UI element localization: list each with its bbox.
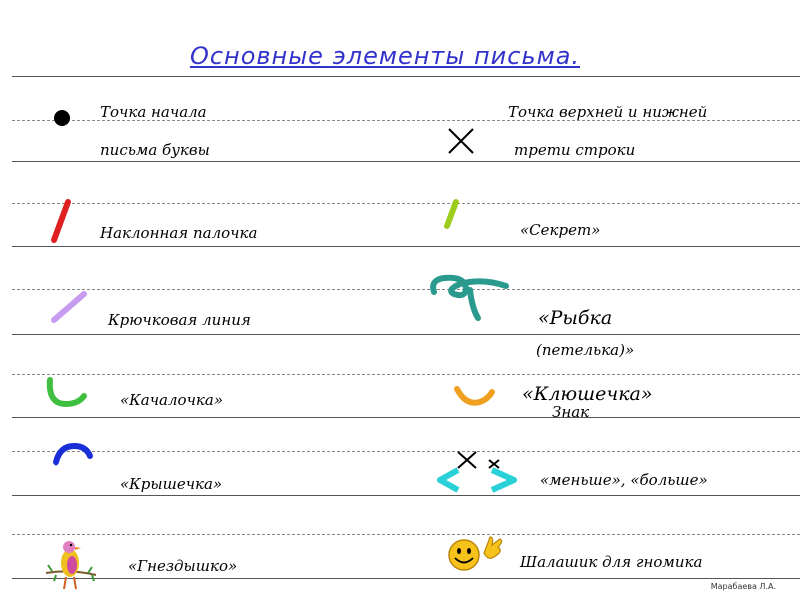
ruled-line — [12, 289, 800, 290]
black-dot-icon — [52, 108, 72, 128]
orange-cup-curve-icon — [452, 384, 496, 408]
green-short-stick-icon — [440, 198, 462, 232]
item-label: «Гнездышко» — [128, 557, 238, 575]
blue-roof-curve-icon — [50, 440, 96, 468]
item-label: трети строки — [514, 141, 636, 159]
bird-on-branch-icon — [44, 533, 98, 593]
item-label: Точка начала — [100, 103, 207, 121]
item-label: «меньше», «больше» — [540, 471, 708, 489]
teal-loop-icon — [426, 274, 512, 324]
ruled-line — [12, 203, 800, 204]
ruled-line — [12, 578, 800, 579]
ruled-line — [12, 246, 800, 247]
item-label: Знак — [552, 403, 590, 421]
item-label: «Крышечка» — [120, 475, 223, 493]
ruled-line — [12, 417, 800, 418]
item-label: «Секрет» — [520, 221, 601, 239]
item-label: «Качалочка» — [120, 391, 223, 409]
ruled-line — [12, 534, 800, 535]
item-label: Наклонная палочка — [100, 224, 258, 242]
less-greater-sign-icon — [432, 448, 524, 494]
red-slant-stick-icon — [48, 198, 74, 244]
green-swing-curve-icon — [44, 376, 88, 410]
ruled-line — [12, 495, 800, 496]
item-label: Точка верхней и нижней — [508, 103, 708, 121]
item-label: письма буквы — [100, 141, 210, 159]
smiley-waving-icon — [444, 533, 504, 573]
ruled-line — [12, 76, 800, 77]
item-label: Крючковая линия — [108, 311, 251, 329]
ruled-line — [12, 451, 800, 452]
item-label — [522, 385, 653, 404]
ruled-line — [12, 334, 800, 335]
page-title: Основные элементы письма. — [189, 42, 581, 70]
ruled-line — [12, 374, 800, 375]
item-label — [538, 309, 612, 328]
item-label: Шалашик для гномика — [520, 553, 703, 571]
author-credit: Марабаева Л.А. — [710, 582, 776, 591]
item-label: (петелька)» — [536, 341, 635, 359]
cross-mark-icon — [446, 126, 476, 156]
ruled-line — [12, 161, 800, 162]
label-part: «Клюшечка» — [522, 383, 653, 405]
label-part: «Рыбка — [538, 307, 613, 329]
violet-hook-line-icon — [48, 290, 90, 326]
